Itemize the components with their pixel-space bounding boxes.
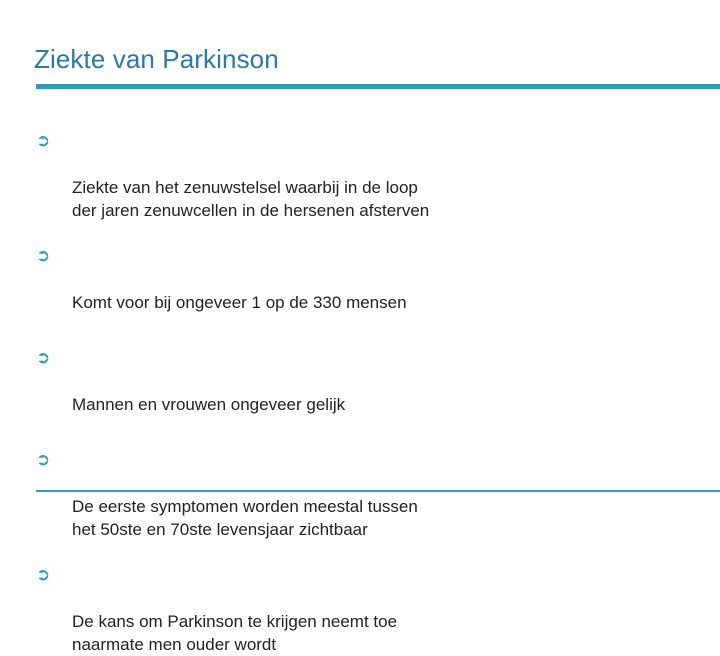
bullet-text: Ziekte van het zenuwstelsel waarbij in de loop der jaren zenuwcellen in de hersenen afsterven <box>72 178 430 220</box>
slide-title: Ziekte van Parkinson <box>34 44 279 74</box>
bullet-item <box>36 245 676 314</box>
bullet-text: De eerste symptomen worden meestal tussen het 50ste en 70ste levensjaar zichtbaar <box>72 497 418 539</box>
bullet-text: Mannen en vrouwen ongeveer gelijk <box>72 395 346 414</box>
bullet-item <box>36 130 676 222</box>
curved-arrow-bullet-icon: ➲ <box>36 450 51 470</box>
curved-arrow-bullet-icon: ➲ <box>36 246 51 266</box>
bullet-text: De kans om Parkinson te krijgen neemt toe naarmate men ouder wordt <box>72 612 398 654</box>
footer-divider <box>36 490 720 492</box>
bullet-text: Komt voor bij ongeveer 1 op de 330 mensen <box>72 293 407 312</box>
bullet-item <box>36 564 676 656</box>
curved-arrow-bullet-icon: ➲ <box>36 348 51 368</box>
title-divider <box>36 84 720 89</box>
bullet-item <box>36 449 676 541</box>
bullet-list <box>36 130 676 656</box>
bullet-item <box>36 347 676 416</box>
curved-arrow-bullet-icon: ➲ <box>36 565 51 585</box>
curved-arrow-bullet-icon: ➲ <box>36 131 51 151</box>
